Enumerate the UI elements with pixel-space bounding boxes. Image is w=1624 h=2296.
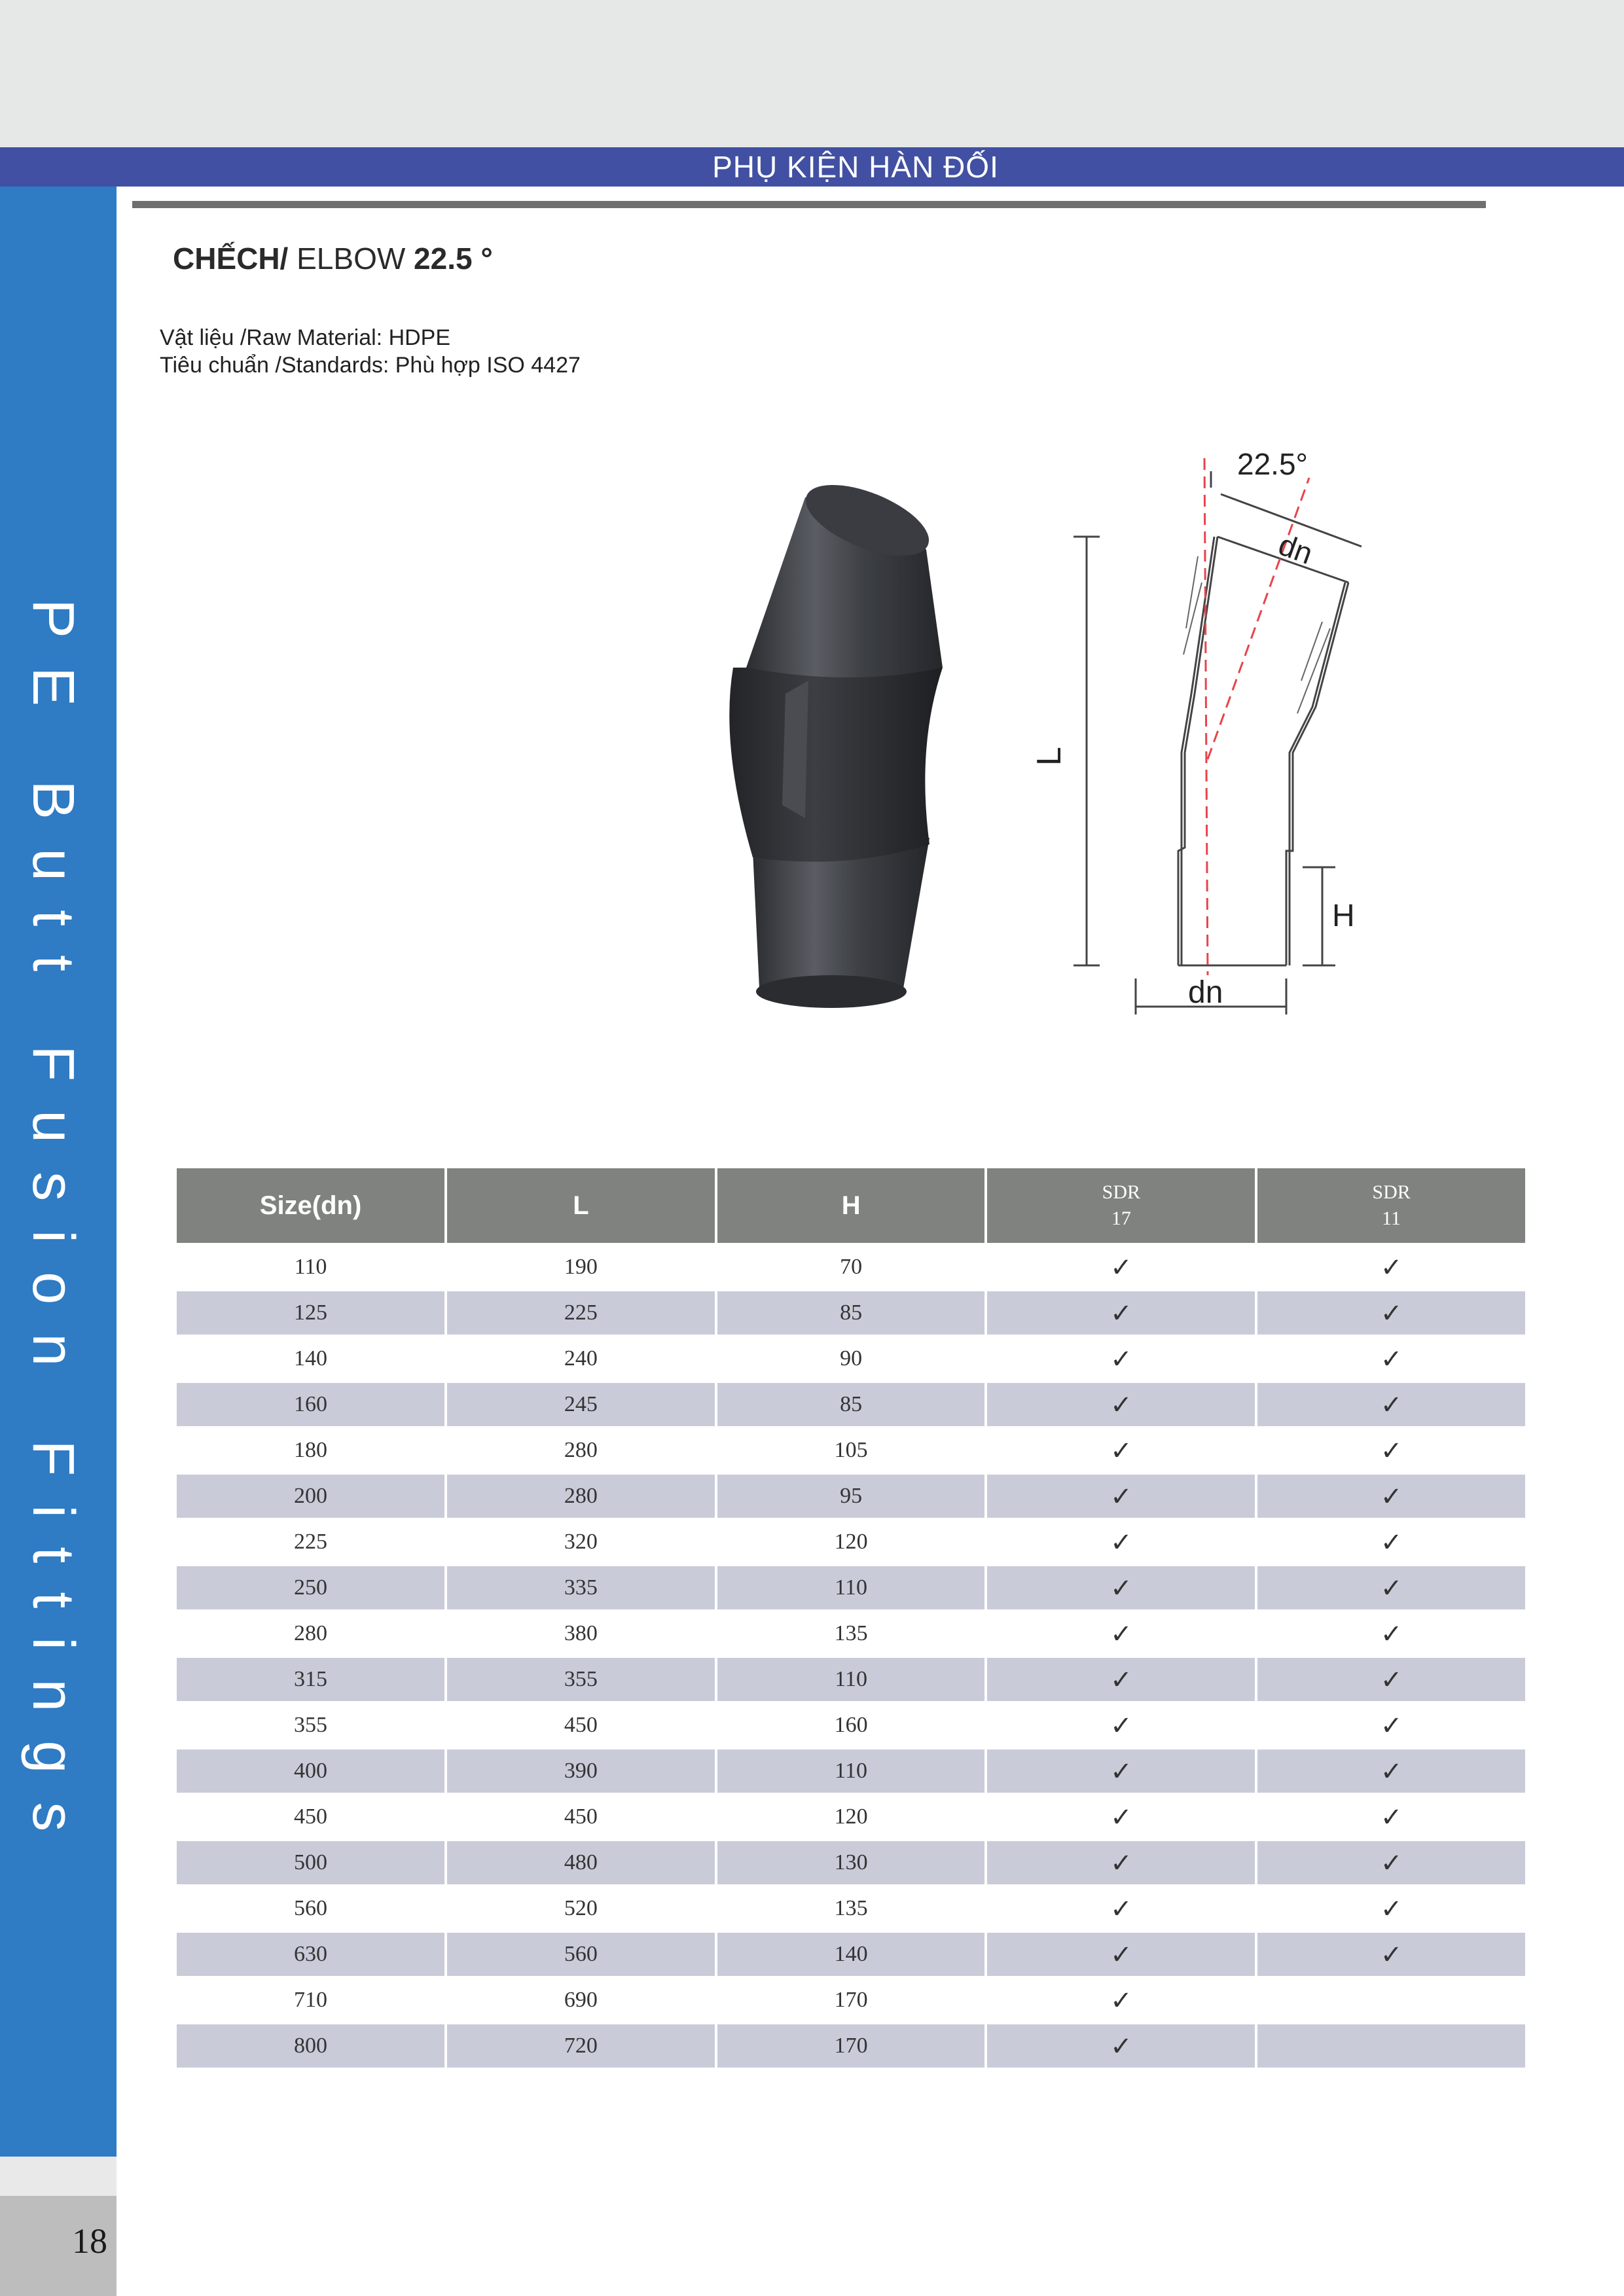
length-label: L: [1030, 747, 1068, 766]
page-number: 18: [72, 2221, 107, 2261]
table-row: [177, 1612, 1525, 1658]
cell-sdr11: [1257, 1979, 1525, 2024]
table-header-row: [177, 1168, 1525, 1246]
cell-sdr11: ✓: [1257, 1612, 1525, 1658]
product-angle: 22.5 °: [405, 242, 493, 276]
table-row: [177, 1841, 1525, 1887]
cell-h: 130: [717, 1841, 985, 1887]
sidebar-gap: [0, 2157, 117, 2196]
cell-sdr17: ✓: [987, 1291, 1255, 1337]
cell-h: 135: [717, 1612, 985, 1658]
table-row: [177, 1520, 1525, 1566]
cell-sdr17: ✓: [987, 1520, 1255, 1566]
cell-sdr11: ✓: [1257, 1337, 1525, 1383]
cell-l: 520: [447, 1887, 715, 1933]
cell-h: 170: [717, 1979, 985, 2024]
col-sdr11-line1: SDR: [1372, 1181, 1411, 1203]
cell-l: 450: [447, 1704, 715, 1749]
cell-size: 630: [177, 1933, 444, 1979]
col-l: L: [447, 1168, 715, 1246]
cell-sdr17: ✓: [987, 1246, 1255, 1291]
cell-sdr11: ✓: [1257, 1841, 1525, 1887]
table-row: [177, 1291, 1525, 1337]
cell-sdr17: ✓: [987, 1475, 1255, 1520]
cell-h: 95: [717, 1475, 985, 1520]
angle-label: 22.5°: [1237, 447, 1308, 481]
table-row: [177, 1337, 1525, 1383]
cell-size: 280: [177, 1612, 444, 1658]
cell-sdr11: ✓: [1257, 1520, 1525, 1566]
cell-sdr17: ✓: [987, 1933, 1255, 1979]
cell-sdr17: ✓: [987, 1566, 1255, 1612]
cell-l: 190: [447, 1246, 715, 1291]
product-title-vi: CHẾCH/: [173, 242, 289, 276]
cell-l: 355: [447, 1658, 715, 1704]
cell-l: 240: [447, 1337, 715, 1383]
cell-h: 110: [717, 1749, 985, 1795]
col-size: Size(dn): [177, 1168, 444, 1246]
elbow-photo: [707, 471, 1008, 1008]
cell-sdr17: ✓: [987, 1979, 1255, 2024]
table-row: [177, 1429, 1525, 1475]
cell-sdr17: ✓: [987, 1658, 1255, 1704]
col-sdr11: [1257, 1168, 1525, 1246]
cell-size: 500: [177, 1841, 444, 1887]
cell-l: 320: [447, 1520, 715, 1566]
cell-h: 120: [717, 1795, 985, 1841]
cell-size: 250: [177, 1566, 444, 1612]
standard-line: Tiêu chuẩn /Standards: Phù hợp ISO 4427: [160, 353, 581, 378]
cell-sdr17: ✓: [987, 1704, 1255, 1749]
page-number-box: [0, 2196, 117, 2296]
col-h: H: [717, 1168, 985, 1246]
cell-size: 400: [177, 1749, 444, 1795]
table-row: [177, 1383, 1525, 1429]
cell-l: 390: [447, 1749, 715, 1795]
table-row: [177, 1933, 1525, 1979]
cell-size: 560: [177, 1887, 444, 1933]
cell-h: 85: [717, 1291, 985, 1337]
cell-l: 245: [447, 1383, 715, 1429]
cell-size: 225: [177, 1520, 444, 1566]
product-title-en: ELBOW: [288, 242, 406, 276]
cell-sdr11: ✓: [1257, 1704, 1525, 1749]
cell-h: 85: [717, 1383, 985, 1429]
cell-sdr17: ✓: [987, 1383, 1255, 1429]
cell-sdr11: ✓: [1257, 1291, 1525, 1337]
table-row: [177, 2024, 1525, 2070]
cell-size: 160: [177, 1383, 444, 1429]
cell-l: 225: [447, 1291, 715, 1337]
cell-sdr11: ✓: [1257, 1749, 1525, 1795]
cell-sdr11: ✓: [1257, 1658, 1525, 1704]
cell-l: 280: [447, 1475, 715, 1520]
cell-sdr11: ✓: [1257, 1933, 1525, 1979]
table-row: [177, 1979, 1525, 2024]
technical-drawing: [1030, 432, 1401, 1041]
cell-size: 315: [177, 1658, 444, 1704]
cell-size: 200: [177, 1475, 444, 1520]
section-title-bar: [0, 147, 1624, 187]
cell-l: 335: [447, 1566, 715, 1612]
sidebar-title: PE Butt Fusion Fittings: [20, 599, 86, 1861]
cell-sdr17: ✓: [987, 1795, 1255, 1841]
dimensions-table: [174, 1168, 1528, 2070]
cell-sdr17: ✓: [987, 1337, 1255, 1383]
material-line: Vật liệu /Raw Material: HDPE: [160, 325, 451, 350]
cell-size: 355: [177, 1704, 444, 1749]
divider: [132, 201, 1486, 208]
section-title: PHỤ KIỆN HÀN ĐỐI: [712, 150, 999, 184]
cell-sdr11: ✓: [1257, 1566, 1525, 1612]
table-row: [177, 1246, 1525, 1291]
cell-sdr11: ✓: [1257, 1475, 1525, 1520]
cell-h: 110: [717, 1658, 985, 1704]
col-sdr17: [987, 1168, 1255, 1246]
cell-l: 690: [447, 1979, 715, 2024]
cell-h: 70: [717, 1246, 985, 1291]
dn-bottom-label: dn: [1188, 975, 1223, 1010]
cell-size: 180: [177, 1429, 444, 1475]
cell-h: 90: [717, 1337, 985, 1383]
table-row: [177, 1566, 1525, 1612]
cell-l: 720: [447, 2024, 715, 2070]
cell-size: 710: [177, 1979, 444, 2024]
cell-h: 170: [717, 2024, 985, 2070]
cell-sdr17: ✓: [987, 1612, 1255, 1658]
cell-size: 125: [177, 1291, 444, 1337]
cell-sdr11: ✓: [1257, 1795, 1525, 1841]
cell-h: 160: [717, 1704, 985, 1749]
product-title: [173, 241, 493, 276]
cell-size: 110: [177, 1246, 444, 1291]
col-sdr17-line1: SDR: [1102, 1181, 1141, 1203]
table-row: [177, 1795, 1525, 1841]
cell-size: 450: [177, 1795, 444, 1841]
cell-sdr11: ✓: [1257, 1887, 1525, 1933]
table-row: [177, 1475, 1525, 1520]
cell-sdr17: ✓: [987, 1841, 1255, 1887]
cell-size: 140: [177, 1337, 444, 1383]
col-sdr17-line2: 17: [1111, 1208, 1131, 1229]
table-row: [177, 1749, 1525, 1795]
cell-l: 480: [447, 1841, 715, 1887]
cell-h: 110: [717, 1566, 985, 1612]
cell-sdr11: ✓: [1257, 1246, 1525, 1291]
cell-size: 800: [177, 2024, 444, 2070]
cell-sdr17: ✓: [987, 1749, 1255, 1795]
cell-h: 140: [717, 1933, 985, 1979]
height-label: H: [1332, 899, 1355, 933]
cell-h: 135: [717, 1887, 985, 1933]
dn-top-label: dn: [1274, 527, 1318, 571]
cell-sdr11: ✓: [1257, 1383, 1525, 1429]
cell-sdr11: ✓: [1257, 1429, 1525, 1475]
cell-h: 120: [717, 1520, 985, 1566]
cell-l: 280: [447, 1429, 715, 1475]
table-row: [177, 1887, 1525, 1933]
cell-l: 380: [447, 1612, 715, 1658]
cell-l: 450: [447, 1795, 715, 1841]
cell-l: 560: [447, 1933, 715, 1979]
cell-h: 105: [717, 1429, 985, 1475]
cell-sdr11: [1257, 2024, 1525, 2070]
cell-sdr17: ✓: [987, 1887, 1255, 1933]
col-sdr11-line2: 11: [1382, 1208, 1401, 1229]
top-band: [0, 0, 1624, 147]
cell-sdr17: ✓: [987, 2024, 1255, 2070]
table-row: [177, 1658, 1525, 1704]
cell-sdr17: ✓: [987, 1429, 1255, 1475]
sidebar: [0, 187, 117, 2157]
table-row: [177, 1704, 1525, 1749]
